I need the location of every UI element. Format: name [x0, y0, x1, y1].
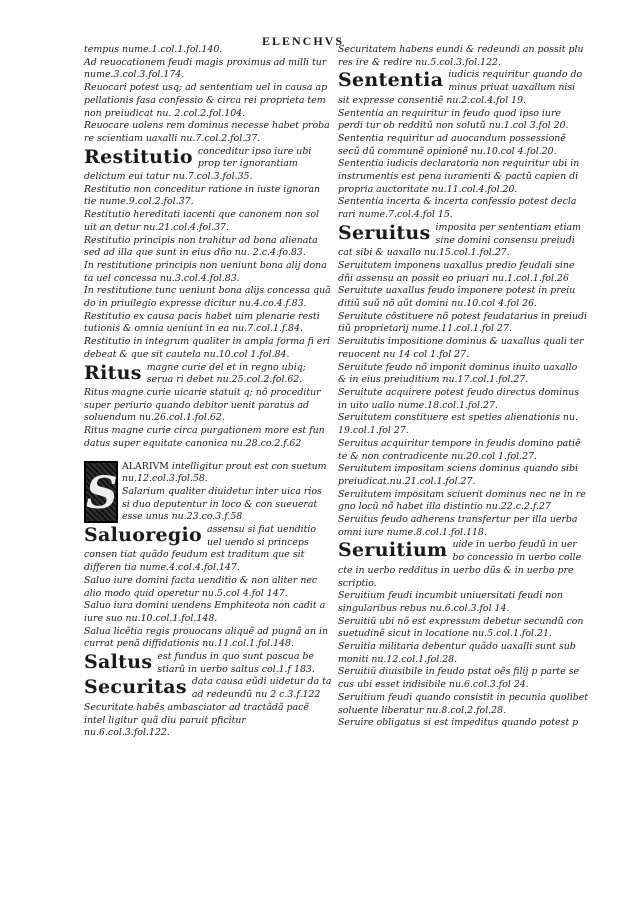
index-entry: Seruitium feudi incumbit uniuersitati feudi non singularibus rebus nu.6.col.3.fol 14. — [338, 590, 563, 614]
index-entry: Salua licẽtia regis prouocans aliquẽ ad pugnã an in currat penã diffidationis nu.11.col.1.fol.148. — [84, 625, 329, 650]
index-entry: Ad reuocationem feudi magis proximus ad milli tur nume.3.col.3.fol.174. — [84, 56, 327, 81]
lemma-entry-seruitium — [338, 539, 588, 590]
lemma-heading: Securitas — [84, 676, 187, 699]
lemma-heading: Ritus — [84, 361, 142, 384]
index-entry: Seruitute cõstituere nõ potest feudatarius in preiudi tiũ proprietarij nume.11.col.1.fol 27. — [338, 310, 588, 335]
index-entry: Seruitutem impositam sciuerit dominus nec ne in re gno locũ nõ habet illa distintio nu.22.c.2.f.27 — [338, 488, 586, 513]
index-entry: In restitutione tunc ueniunt bona alijs concessa quã do in priuilegio expresse dicitur nu.4.co.4.f.83. — [84, 285, 331, 310]
index-entry: Reuocare uolens rem dominus necesse habet proba re scientiam uaxalli nu.7.col.2.fol.37. — [84, 120, 330, 144]
lemma-heading: Saluoregio — [84, 524, 203, 547]
lemma-text: est fundus in quo sunt pascua be stiarũ in uerbo saltus col.1.f 183. — [157, 651, 315, 675]
lemma-heading: Restitutio — [84, 145, 193, 168]
index-entry: Sententia an requiritur in feudo quod ipso iure perdi tur ob redditũ non solutũ nu.1.col 3.fol 20. — [338, 107, 569, 132]
lemma-heading: Sententia — [338, 69, 444, 92]
index-entry: Restitutio ex causa pacis habet uim plenarie resti tutionis & omnia ueniunt in ea nu.7.col.1.f.84. — [84, 310, 320, 335]
lemma-entry-saluoregio — [84, 524, 332, 575]
index-entry: Seruitutis impositione dominus & uaxallus quali ter reuocent nu 14 col 1.fol 27. — [338, 336, 584, 360]
lemma-text: intelligitur prout est con suetum nu.12.col.3.fol.58. — [122, 460, 327, 485]
index-entry: Seruitutem constituere est speties alienationis nu. 19.col.1.fol 27. — [338, 412, 578, 437]
lemma-text: uide in uerbo feudũ in uer bo concessio in uerbo colle cte in uerbo redditus in uerbo dũs & in uerbo pre scriptio. — [338, 539, 582, 589]
index-entry: Seruire obligatus si est impeditus quando potest p — [338, 717, 579, 729]
lemma-text: assensu si fiat uenditio uel uendo si princeps consen tiat quãdo feudum est traditum que sit differen tia nume.4.col.4.fol.147. — [84, 524, 317, 574]
index-entry: Securitatem habens eundi & redeundi an possit plu res ire & redire nu.5.col.3.fol.122. — [338, 44, 584, 68]
index-entry: Sententia requiritur ad auocandum possessionẽ secũ dũ communẽ opinionẽ nu.10.col 4.fol.20. — [338, 132, 566, 157]
lemma-heading: Seruitium — [338, 539, 448, 562]
index-entry: Seruitute uaxallus feudo imponere potest in preiu ditiũ suũ nõ aũt domini nu.10.col 4.fol 26. — [338, 285, 576, 310]
lemma-entry-restitutio — [84, 146, 332, 184]
index-entry: Seruitute feudo nõ imponit dominus inuito uaxallo & in eius preiuditium nu.17.col.1.fol.27. — [338, 361, 578, 386]
lemma-text: conceditur ipso iure ubi prop ter ignorantiam delictum eui tatur nu.7.col.3.fol.35. — [84, 145, 312, 183]
index-entry: Restitutio hereditati iacenti que canonem non sol uit an detur nu.21.col.4.fol.37. — [84, 209, 319, 233]
decorated-initial: S — [84, 461, 118, 523]
index-entry: Salarium qualiter diuidetur inter uica rios si duo deputentur in loco & con sueuerat esse unus nu.23.co.3.f.58 — [122, 485, 322, 523]
lemma-text: imposita per sententiam etiam sine domini consensu preiudi cat sibi & uaxallo nu.15.col.1.fol.27. — [338, 221, 582, 259]
index-entry: Sententia incerta & incerta confessio potest decla rari nume.7.col.4.fol 15. — [338, 196, 577, 221]
index-entry: Seruitiũ ubi nõ est expressum debetur secundũ con suetudinẽ sicut in locatione nu.5.col.1.fol.21. — [338, 615, 584, 640]
lemma-text: data causa eũdi uidetur da ta ad redeundũ nu 2 c.3.f.122 — [191, 676, 332, 701]
index-entry: Saluo iura domini uendens Emphiteota non cadit a iure suo nu.10.col.1.fol.148. — [84, 600, 326, 624]
index-entry: Sententia iudicis declaratoria non requiritur ubi in instrumentis est pena iuramenti & pactũ capien di propria auctoritate nu.11.col.4.fol.20. — [338, 158, 580, 195]
index-entry: Seruitutem imponens uaxallus predio feudali sine dñi assensu an possit eo priuari nu.1.col.1.fol.26 — [338, 259, 575, 284]
lemma-text: iudicis requiritur quando do minus priuat uaxallum nisi sit expresse consentiẽ nu.2.col.4.fol 19. — [338, 69, 583, 106]
index-entry: Seruitute acquirere potest feudo directus dominus in uito uallo nume.18.col.1.fol.27. — [338, 386, 580, 411]
index-column-right — [338, 44, 588, 730]
index-entry: Ritus magne curie circa purgationem more est fun datus super equitate canonica nu.28.co.2.f.62 — [84, 425, 325, 449]
index-entry: Seruitia militaria debentur quãdo uaxalli sunt sub moniti nu.12.col.1.fol.28. — [338, 641, 576, 665]
running-head: ELENCHVS — [262, 34, 345, 48]
index-entry: Seruitus feudo adherens transfertur per illa uerba omni iure nume.8.col.1.fol.118. — [338, 514, 578, 538]
index-entry: Securitate habẽs ambasciator ad tractãdã pacẽ intel ligitur quã diu paruit pficitur nu.6.col.3.fol.122. — [84, 701, 309, 739]
section-heading: ALARIVM — [122, 460, 169, 472]
lemma-entry-securitas — [84, 676, 332, 701]
section-s-opening — [84, 461, 332, 525]
lemma-heading: Saltus — [84, 651, 153, 674]
index-entry: Seruitus acquiritur tempore in feudis domino patiẽ te & non contradicente nu.20.col 1.fol.27. — [338, 437, 581, 462]
index-entry: Seruitiũ diuisibile in feudo pstat oẽs filij p parte se cus ubi esset indisibile nu.6.col.3.fol 24. — [338, 666, 580, 691]
lemma-entry-ritus — [84, 362, 332, 387]
index-entry: Restitutio principis non trahitur ad bona alienata sed ad illa que sunt in eius dño nu. 2.c.4.fo.83. — [84, 234, 318, 259]
index-entry: Seruitium feudi quando consistit in pecunia quolibet soluente liberatur nu.8.col.2.fol.28. — [338, 691, 589, 716]
index-entry: Saluo iure domini facta uenditio & non aliter nec alio modo quid operetur nu.5.col 4.fol 147. — [84, 574, 318, 599]
index-entry: Seruitutem impositam sciens dominus quando sibi preiudicat.nu.21.col.1.fol.27. — [338, 463, 578, 487]
index-entry: Restitutio in integrum qualiter in ampla forma fi eri debeat & que sit cautela nu.10.col 1.fol.84. — [84, 336, 330, 360]
index-entry: Ritus magne curie uicarie statuit q; nõ proceditur super periurio quando debitor uenit paratus ad soluendum nu.26.col.1.fol.62. — [84, 386, 321, 424]
index-entry: tempus nume.1.col.1.fol.140. — [84, 44, 223, 55]
index-entry: Restitutio non conceditur ratione in iuste ignoran tie nume.9.col.2.fol.37. — [84, 183, 321, 208]
lemma-entry-seruitus — [338, 222, 588, 260]
index-entry: In restitutione principis non ueniunt bona alij dona ta uel concessa nu.3.col.4.fol.83. — [84, 259, 327, 284]
index-entry: Reuocari potest usq; ad sententiam uel in causa ap pellationis fasa confessio & circa rei proprieta tem non preiudicat nu. 2.col.2.fol.104. — [84, 82, 328, 119]
lemma-text: magne curie del et in regno ubiq; serua ri debet nu.25.col.2.fol.62. — [146, 361, 306, 386]
lemma-entry-saltus — [84, 651, 332, 676]
index-column-left — [84, 44, 332, 740]
lemma-entry-sententia — [338, 69, 588, 107]
lemma-heading: Seruitus — [338, 221, 431, 244]
